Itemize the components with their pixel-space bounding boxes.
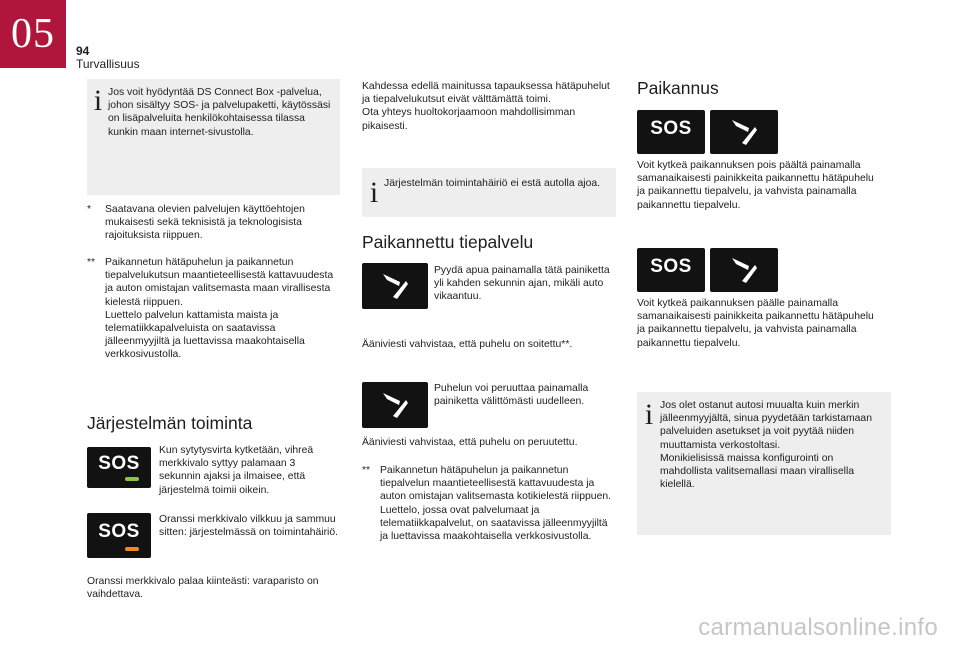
info-icon: i <box>93 84 103 117</box>
watermark: carmanualsonline.info <box>698 614 938 641</box>
page-number: 94 <box>76 44 90 58</box>
ds-assistance-button <box>710 248 778 292</box>
section-heading: Paikannettu tiepalvelu <box>362 232 534 252</box>
ds-assistance-button <box>362 263 428 309</box>
footnote-text: Saatavana olevien palvelujen käyttöehtojen mukaisesti sekä teknisistä ja teknologisista rajoituksista riippuen. <box>105 204 305 242</box>
led-green-text: Kun sytytysvirta kytketään, vihreä merkkivalo syttyy palamaan 3 sekunnin ajaksi ja ilmaisee, että järjestelmä toimii oikein. <box>159 445 314 496</box>
sos-label: SOS <box>98 521 140 542</box>
cancel-confirm-text: Ääniviesti vahvistaa, että puhelu on peruutettu. <box>362 437 578 448</box>
section-heading: Paikannus <box>637 78 719 98</box>
footnote-mark: * <box>87 204 92 215</box>
footnote-mark: ** <box>87 257 96 268</box>
footnote-mark: ** <box>362 465 371 476</box>
led-fixed-text: Oranssi merkkivalo palaa kiinteästi: varaparisto on vaihdettava. <box>87 576 319 601</box>
ds-logo-icon <box>710 110 778 154</box>
sos-button <box>637 248 705 292</box>
orange-led-icon <box>125 547 139 551</box>
sos-label: SOS <box>650 118 692 139</box>
sos-label: SOS <box>98 453 140 474</box>
call-instruction-text: Pyydä apua painamalla tätä painiketta yli kahden sekunnin ajan, mikäli auto vikaantuu. <box>434 265 610 303</box>
intro-text: Kahdessa edellä mainitussa tapauksessa hätäpuhelut ja tiepalvelukutsut eivät välttämättä toimi. Ota yhteys huoltokorjaamoon mahdollisimman pikaisesti. <box>362 81 610 132</box>
sos-button <box>637 110 705 154</box>
ds-logo-icon <box>362 263 428 309</box>
green-led-icon <box>125 477 139 481</box>
section-title: Turvallisuus <box>76 57 140 71</box>
info-icon: i <box>644 398 654 431</box>
call-confirm-text: Ääniviesti vahvistaa, että puhelu on soitettu**. <box>362 339 573 350</box>
info-icon: i <box>369 176 379 209</box>
led-orange-text: Oranssi merkkivalo vilkkuu ja sammuu sitten: järjestelmässä on toimintahäiriö. <box>159 514 339 539</box>
sos-label: SOS <box>650 256 692 277</box>
ds-assistance-button <box>362 382 428 428</box>
cancel-instruction-text: Puhelun voi peruuttaa painamalla painiketta välittömästi uudelleen. <box>434 383 589 408</box>
info-note-connect-box <box>87 79 340 195</box>
footnote-text: Paikannetun hätäpuhelun ja paikannetun tiepalvelun maantieteellisestä kattavuudesta ja auton omistajan valitsemasta kotikielestä riippuen. Luettelo, jossa ovat palvelumaat ja telematiikkapalvelut, on saatavissa jälleenmyyjiltä ja luettavissa maakohtaisella verkkosivustolla. <box>380 465 612 543</box>
ds-logo-icon <box>710 248 778 292</box>
note-text: Jos olet ostanut autosi muualta kuin merkin jälleenmyyjältä, sinua pyydetään tarkistamaan palveluiden asetukset ja voit pyytää niiden muuttamista verkostoltasi. Monikielisissä maissa konfigurointi on mahdollista valitsemallasi maan virallisella kielellä. <box>660 400 872 491</box>
info-note-malfunction <box>362 168 616 217</box>
sos-button-green-led <box>87 447 151 488</box>
note-text: Järjestelmän toimintahäiriö ei estä autolla ajoa. <box>384 178 601 189</box>
disable-location-text: Voit kytkeä paikannuksen pois päältä painamalla samanaikaisesti painikkeita paikannettu hätäpuhelu ja paikannettu tiepalvelu, ja vahvista painamalla paikannettu tiepalvelu. <box>637 160 874 211</box>
section-heading: Järjestelmän toiminta <box>87 413 253 433</box>
note-text: Jos voit hyödyntää DS Connect Box -palvelua, johon sisältyy SOS- ja palvelupaketti, käytössäsi on lisäpalveluita henkilökohtaisessa tilassa kunkin maan internet-sivustolla. <box>108 87 331 138</box>
ds-logo-icon <box>362 382 428 428</box>
enable-location-text: Voit kytkeä paikannuksen päälle painamalla samanaikaisesti painikkeita paikannettu hätäpuhelu ja paikannettu tiepalvelu, ja vahvista painamalla paikannettu tiepalvelu. <box>637 298 874 349</box>
ds-assistance-button <box>710 110 778 154</box>
footnote-text: Paikannetun hätäpuhelun ja paikannetun tiepalvelukutsun maantieteellisestä kattavuudesta ja auton omistajan valitsemasta maan virallisesta kielestä riippuen. Luettelo palvelun kattamista maista ja telematiikkapalveluista on saatavissa jälleenmyyjiltä ja luettavissa maakohtaisella verkkosivustolla. <box>105 257 334 361</box>
chapter-number-tab: 05 <box>0 0 66 68</box>
sos-button-orange-led <box>87 513 151 558</box>
info-note-dealer <box>637 392 891 535</box>
